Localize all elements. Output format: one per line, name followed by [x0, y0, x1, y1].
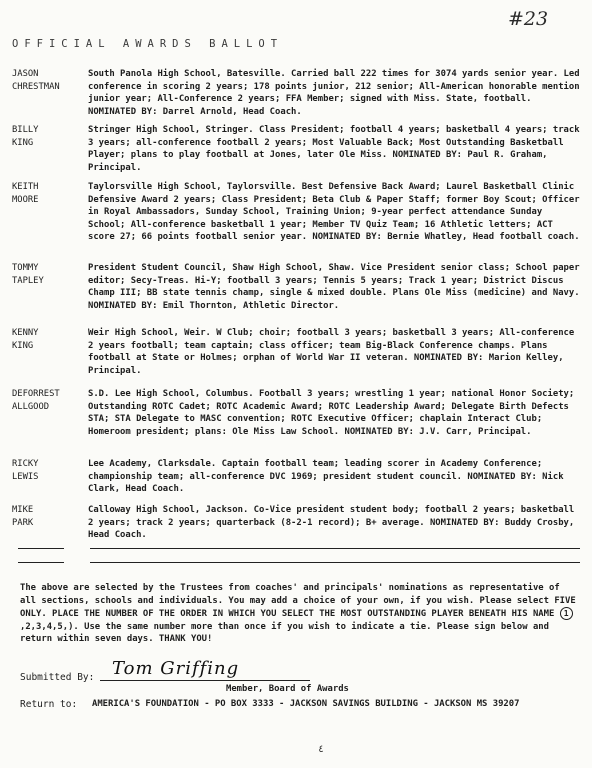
nominee-description: S.D. Lee High School, Columbus. Football 3 years; wrestling 1 year; national Honor Society; Outstanding ROTC Cadet; ROTC Academic Award; ROTC Leadership Award; Delegate Birth Defects STA; STA Delegate to MASC convention; ROTC Executive Officer; chaplain Interact Club; Homeroom president; plans: Ole Miss Law School. NOMINATED BY: J.V. Carr, Principal. [88, 389, 575, 437]
nominee-name: KEITH MOORE [12, 182, 39, 205]
nominee-description: Weir High School, Weir. W Club; choir; football 3 years; basketball 3 years; All-conference 2 years football; team captain; class officer; team Big-Black Conference champs. Plans football at State or Holmes; orphan of World War II veteran. NOMINATED BY: Marion Kelley, Principal. [88, 328, 575, 376]
write-in-name-line[interactable] [18, 548, 64, 549]
nominee-name: DEFORREST ALLGOOD [12, 389, 60, 412]
signer-title: Member, Board of Awards [226, 684, 349, 694]
nominee-description: Calloway High School, Jackson. Co-Vice president student body; football 2 years; basketball 2 years; track 2 years; quarterback (8-2-1 record); B+ average. NOMINATED BY: Buddy Crosby, Head Coach. [88, 505, 575, 540]
nominee-description: Taylorsville High School, Taylorsville. Best Defensive Back Award; Laurel Basketball Clinic Defensive Award 2 years; Class President; Beta Club & Paper Staff; former Boy Scout; Officer in Royal Ambassadors, Sunday School, Training Union; 9-year perfect attendance Sunday School; All-conference basketball 1 year; Member TV Quiz Team; 16 Athletic letters; ACT score 27; 66 points football senior year. NOMINATED BY: Bernie Whatley, Head football coach. [88, 182, 580, 242]
nominee-name: BILLY KING [12, 125, 39, 148]
circled-number: 1 [560, 607, 573, 620]
instructions-text: The above are selected by the Trustees from coaches' and principals' nominations as representative of all sections, schools and individuals. You may add a choice of your own, if you wish. Please select FIVE ONLY. PLACE THE NUMBER OF THE ORDER IN WHICH YOU SELECT THE MOST OUTSTANDING PLAYER BENEATH HIS NAME [20, 583, 576, 619]
nominee-name: TOMMY TAPLEY [12, 263, 44, 286]
write-in-description-line[interactable] [90, 548, 580, 549]
nominee-name: RICKY LEWIS [12, 459, 39, 482]
nominee-description: Lee Academy, Clarksdale. Captain football team; leading scorer in Academy Conference; championship team; all-conference DVC 1969; president student council. NOMINATED BY: Nick Clark, Head Coach. [88, 459, 564, 494]
ballot-heading: OFFICIAL AWARDS BALLOT [12, 38, 284, 50]
page-number: #23 [508, 8, 549, 30]
write-in-name-line[interactable] [18, 562, 64, 563]
signature-line[interactable] [100, 680, 310, 681]
write-in-description-line[interactable] [90, 562, 580, 563]
instructions-text-continued: ,2,3,4,5,). Use the same number more than once if you wish to indicate a tie. Please sign below and return within seven days. THANK YOU! [20, 621, 549, 644]
nominee-description: South Panola High School, Batesville. Carried ball 222 times for 3074 yards senior year. Led conference in scoring 2 years; 178 points junior, 212 senior; All-American honorable mention junior year; All-Conference 2 years; FFA Member; signed with Miss. State, football. NOMINATED BY: Darrel Arnold, Head Coach. [88, 69, 580, 117]
return-label: Return to: [20, 699, 78, 710]
return-address: AMERICA'S FOUNDATION - PO BOX 3333 - JACKSON SAVINGS BUILDING - JACKSON MS 39207 [92, 699, 520, 709]
handwritten-signature: Tom Griffing [112, 658, 240, 679]
submitted-by-label: Submitted By: [20, 672, 95, 683]
stray-pen-mark: ٤ [318, 744, 325, 755]
nominee-description: Stringer High School, Stringer. Class President; football 4 years; basketball 4 years; track 3 years; all-conference football 2 years; Most Valuable Back; Most Outstanding Basketball Player; plans to play football at Jones, later Ole Miss. NOMINATED BY: Paul R. Graham, Principal. [88, 125, 580, 173]
nominee-name: JASON CHRESTMAN [12, 69, 60, 92]
nominee-description: President Student Council, Shaw High School, Shaw. Vice President senior class; School paper editor; Secy-Treas. Hi-Y; football 3 years; Tennis 5 years; Track 1 year; District Discus Champ III; BB state tennis champ, single & mixed double. Plans Ole Miss (medicine) and Navy. NOMINATED BY: Emil Thornton, Athletic Director. [88, 263, 580, 311]
ballot-instructions [20, 582, 576, 646]
nominee-name: KENNY KING [12, 328, 39, 351]
nominee-name: MIKE PARK [12, 505, 34, 528]
